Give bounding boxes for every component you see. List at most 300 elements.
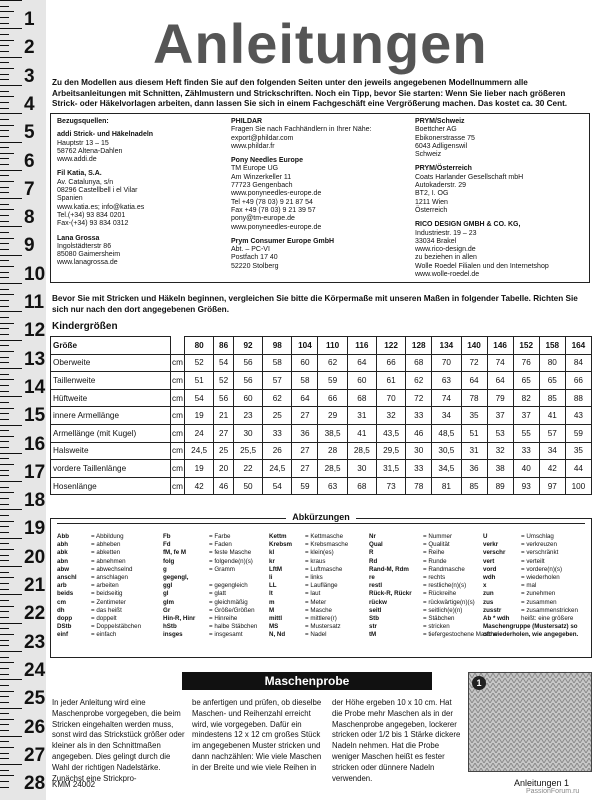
ruler-tick [0, 57, 22, 58]
ruler-tick [0, 572, 9, 573]
ruler-tick [0, 623, 22, 624]
abbreviation-key: beids [57, 590, 74, 598]
ruler-tick [0, 175, 9, 176]
ruler-tick [0, 470, 9, 471]
size-cell: 30 [347, 460, 376, 478]
abbreviation-key: insges [163, 631, 183, 639]
size-cell: 60 [233, 389, 262, 407]
ruler-tick [0, 158, 9, 159]
source-line: www.lanagrossa.de [57, 259, 118, 267]
abbreviation-key: oft wiederholen, wie angegeben. [483, 631, 579, 639]
ruler-tick [0, 600, 9, 601]
abbreviation-key: Rück-R, Rückr [369, 590, 412, 598]
size-cell: 38 [487, 460, 513, 478]
abbreviation-key: dh [57, 606, 65, 614]
ruler-tick [0, 566, 22, 567]
ruler-tick [0, 249, 9, 250]
ruler-tick [0, 91, 9, 92]
footer-watermark: PassionForum.ru [526, 788, 580, 795]
abbreviation-meaning: = klein(es) [305, 549, 334, 557]
ruler-number: 16 [24, 433, 46, 455]
source-line: 52220 Stolberg [231, 262, 279, 270]
abbreviation-item [483, 631, 578, 639]
ruler-tick [0, 108, 9, 109]
abbreviation-meaning: = verkreuzen [521, 541, 557, 549]
ruler-tick [0, 130, 9, 131]
ruler-number: 15 [24, 405, 46, 427]
source-line: 77723 Gengenbach [231, 182, 293, 190]
ruler-tick [0, 543, 9, 544]
source-line: www.phildar.fr [231, 142, 275, 150]
ruler-number: 19 [24, 518, 46, 540]
size-table-header-row [51, 337, 592, 355]
table-row [51, 389, 592, 407]
abbreviation-item [269, 549, 348, 557]
abbreviation-key: kl [269, 549, 275, 557]
size-cell: 32 [487, 442, 513, 460]
ruler-number: 1 [24, 9, 35, 30]
abbreviation-meaning: = Umschlag [521, 533, 554, 540]
size-cell: 50 [233, 477, 262, 495]
ruler-tick [0, 498, 9, 499]
source-name: PRYM/Österreich [415, 165, 472, 173]
ruler-tick [0, 764, 22, 765]
ruler-tick [0, 334, 9, 335]
abbreviation-meaning: = halbe Stäbchen [209, 623, 258, 631]
ruler-number: 18 [24, 490, 46, 512]
abbreviation-key: einf [57, 631, 69, 639]
maschenprobe-title: Maschenprobe [182, 672, 432, 690]
ruler-tick [0, 441, 9, 442]
ruler-tick [0, 787, 9, 788]
size-cell: 28,5 [318, 460, 347, 478]
source-line: Fax +49 (78 03) 9 21 39 57 [231, 206, 316, 214]
source-name: PRYM/Schweiz [415, 118, 465, 125]
abbreviation-meaning: = kraus [305, 557, 326, 565]
abbreviation-key: glm [163, 598, 175, 606]
size-cell: 79 [487, 389, 513, 407]
ruler-tick [0, 68, 14, 69]
ruler-tick [0, 419, 9, 420]
abbreviation-meaning: = verschränkt [521, 549, 559, 557]
abbreviation-meaning: = insgesamt [209, 631, 243, 639]
ruler-tick [0, 357, 9, 358]
ruler-tick [0, 685, 9, 686]
ruler-tick [0, 323, 14, 324]
abbreviation-key: rückw [369, 598, 387, 606]
size-cell: 36 [292, 424, 318, 442]
ruler-tick [0, 532, 9, 533]
ruler-tick [0, 136, 9, 137]
ruler-tick [0, 40, 14, 41]
ruler-tick [0, 198, 22, 199]
abbreviation-item [269, 631, 348, 639]
abbreviation-meaning: = zunehmen [521, 590, 556, 598]
ruler-tick [0, 402, 9, 403]
intro-text: Zu den Modellen aus diesem Heft finden Sie auf den folgenden Seiten unter den jeweils angegebenen Modellnummern alle Arbeitsanleitungen mit Schnitten, Zählmustern und Strickschriften. Noch ein Tipp, bevor Sie starten: Wenn Sie lieber nach größeren Strick- oder Häkelvorlagen arbeiten, dann lassen Sie sich in einem Fachgeschäft eine Vergrößerung machen. Das kostet ca. 30 Cent. [52, 78, 568, 108]
size-cell: 53 [487, 424, 513, 442]
abbreviation-meaning: = abketten [91, 549, 121, 557]
size-cell: 62 [406, 372, 432, 390]
ruler-tick [0, 436, 14, 437]
abbreviation-item [483, 574, 578, 582]
row-unit: cm [171, 460, 185, 478]
abbreviation-item [369, 599, 497, 607]
ruler-number: 21 [24, 575, 46, 596]
abbreviation-key: anschl [57, 573, 77, 581]
ruler-tick [0, 464, 14, 465]
ruler-tick [0, 775, 14, 776]
abbreviation-item [163, 607, 257, 615]
source-name: addi Strick- und Häkelnadeln [57, 131, 154, 139]
abbreviation-key: LL [269, 582, 277, 590]
table-row [51, 372, 592, 390]
abbreviation-item [57, 607, 141, 615]
source-line: zu beziehen in allen [415, 254, 477, 262]
size-cell: 34 [432, 407, 461, 425]
size-cell: 34,5 [432, 460, 461, 478]
size-cell: 27 [292, 407, 318, 425]
abbreviation-key: verkr [483, 541, 499, 549]
size-cell: 33 [513, 442, 539, 460]
source-line: 6043 Adligenswil [415, 142, 468, 150]
source-line: Spanien [57, 195, 83, 203]
source-line: Coats Harlander Gesellschaft mbH [415, 173, 524, 181]
abbreviation-meaning: = folgende(n)(s) [209, 557, 253, 565]
abbreviation-meaning: = Meter [305, 598, 327, 606]
source-line: Av. Catalunya, s/n [57, 178, 114, 186]
abbreviation-item [483, 549, 578, 557]
abbreviation-item [57, 533, 141, 541]
ruler-tick [0, 170, 22, 171]
abbreviation-key: gl [163, 590, 169, 598]
size-cell: 22 [233, 460, 262, 478]
source-line: Postfach 17 40 [231, 254, 278, 262]
abbreviation-key: wdh [483, 573, 496, 581]
source-name: Pony Needles Europe [231, 157, 303, 165]
table-row [51, 424, 592, 442]
row-label: Halsweite [51, 442, 171, 460]
ruler-tick [0, 317, 9, 318]
abbreviation-meaning: = Masche [305, 606, 332, 614]
abbreviation-meaning: = mittlere(r) [305, 614, 337, 622]
source-line: export@phildar.com [231, 134, 294, 142]
ruler-tick [0, 345, 9, 346]
abbreviation-item [369, 582, 497, 590]
abbreviation-item [163, 615, 257, 623]
sources-box [50, 113, 590, 283]
abbreviation-item [269, 599, 348, 607]
ruler-tick [0, 526, 9, 527]
row-label: Hüftweite [51, 389, 171, 407]
abbreviation-item [369, 566, 497, 574]
abbreviation-meaning: heißt: eine größere [521, 614, 574, 622]
table-row [51, 460, 592, 478]
abbreviation-item [369, 590, 497, 598]
ruler-tick [0, 606, 14, 607]
abbreviation-item [57, 623, 141, 631]
abbreviation-key: Stb [369, 614, 379, 622]
ruler-tick [0, 408, 14, 409]
size-cell: 55 [513, 424, 539, 442]
ruler-tick [0, 475, 9, 476]
abbreviation-meaning: = einfach [91, 631, 117, 639]
abbreviation-item [483, 558, 578, 566]
abbreviation-key: fM, fe M [163, 549, 187, 557]
size-cell: 44 [565, 460, 591, 478]
size-cell: 31 [347, 407, 376, 425]
source-line: Fax-(+34) 93 834 0312 [57, 220, 129, 228]
size-cell: 100 [565, 477, 591, 495]
source-line: 1211 Wien [415, 198, 448, 206]
ruler-tick [0, 396, 22, 397]
abbreviation-meaning: = seitlich(e)(n) [423, 606, 463, 614]
source-line: Tel +49 (78 03) 9 21 87 54 [231, 198, 313, 206]
abbreviation-meaning: = tiefergestochene Masche [423, 631, 498, 639]
ruler-tick [0, 215, 9, 216]
size-cell: 30 [406, 442, 432, 460]
ruler-tick [0, 747, 14, 748]
abbreviation-meaning: = Runde [423, 557, 447, 565]
abbreviation-item [483, 590, 578, 598]
abbreviation-key: li [269, 573, 273, 581]
ruler-number: 20 [24, 546, 46, 568]
size-cell: 74 [487, 354, 513, 372]
ruler-tick [0, 577, 14, 578]
row-label: Armellänge (mit Kugel) [51, 424, 171, 442]
ruler-tick [0, 74, 9, 75]
page-title: Anleitungen [153, 12, 488, 75]
ruler-tick [0, 430, 9, 431]
source-line: TM Europe UG [231, 165, 279, 173]
ruler-number: 9 [24, 235, 35, 257]
size-header-cell: 116 [347, 337, 376, 355]
size-cell: 36 [461, 460, 487, 478]
abbreviation-meaning: = links [305, 573, 323, 581]
abbreviation-item [269, 533, 348, 541]
ruler-tick [0, 628, 9, 629]
source-name: Fil Katia, S.A. [57, 170, 102, 178]
ruler-tick [0, 374, 9, 375]
abbreviation-key: Abb [57, 533, 70, 540]
abbreviation-meaning: = restliche(n)(s) [423, 582, 467, 590]
size-cell: 85 [461, 477, 487, 495]
ruler-tick [0, 758, 9, 759]
row-label: Oberweite [51, 354, 171, 372]
ruler-tick [0, 255, 22, 256]
abbreviation-key: zusstr [483, 606, 502, 614]
abbreviation-key: Krebsm [269, 541, 293, 549]
abbreviation-meaning: = Faden [209, 541, 232, 549]
abbreviation-item [369, 541, 497, 549]
source-line: BT2, I. OG [415, 190, 449, 198]
table-row [51, 407, 592, 425]
size-cell: 63 [318, 477, 347, 495]
size-header-cell: 104 [292, 337, 318, 355]
abbreviation-meaning: = beidseitig [91, 590, 123, 598]
abbreviation-item [163, 582, 257, 590]
abbreviation-item [269, 541, 348, 549]
source-name: PHILDAR [231, 118, 263, 125]
size-cell: 29,5 [376, 442, 405, 460]
size-cell: 41 [347, 424, 376, 442]
ruler-tick [0, 23, 9, 24]
size-cell: 70 [432, 354, 461, 372]
size-cell: 23 [233, 407, 262, 425]
source-line: Fragen Sie nach Fachhändlern in Ihrer Nähe: [231, 126, 372, 134]
abbreviation-item [369, 615, 497, 623]
size-cell: 64 [292, 389, 318, 407]
ruler-number: 12 [24, 320, 46, 342]
size-cell: 54 [263, 477, 292, 495]
size-cell: 27 [292, 460, 318, 478]
abbreviation-meaning: = anschlagen [91, 573, 128, 581]
size-cell: 24 [185, 424, 214, 442]
size-header-cell: 140 [461, 337, 487, 355]
size-cell: 81 [432, 477, 461, 495]
ruler-tick [0, 113, 22, 114]
ruler-tick [0, 328, 9, 329]
size-header-cell: 152 [513, 337, 539, 355]
size-cell: 20 [214, 460, 234, 478]
size-header-cell: 158 [539, 337, 565, 355]
knit-swatch-image [468, 672, 592, 772]
source-line: Am Winzerkeller 11 [231, 173, 292, 181]
size-cell: 25 [214, 442, 234, 460]
abbreviation-meaning: = doppelt [91, 614, 117, 622]
abbreviation-key: g [163, 565, 167, 573]
abbreviation-key: Ab * wdh [483, 614, 510, 622]
abbreviation-key: Kettm [269, 533, 287, 540]
size-cell: 46 [406, 424, 432, 442]
table-row [51, 477, 592, 495]
ruler-tick [0, 657, 9, 658]
abbreviation-column [57, 533, 141, 639]
ruler-tick [0, 781, 9, 782]
size-cell: 51 [461, 424, 487, 442]
abbreviation-key: restl [369, 582, 383, 590]
abbreviation-item [163, 558, 257, 566]
ruler-tick [0, 583, 9, 584]
abbreviation-key: R [369, 549, 374, 557]
source-line: 85080 Gaimersheim [57, 251, 121, 259]
footer-code: KMM 24002 [52, 780, 96, 789]
abbreviation-item [369, 533, 497, 541]
abbreviation-item [369, 607, 497, 615]
abbreviation-item [163, 574, 257, 582]
size-cell: 57 [263, 372, 292, 390]
ruler-tick [0, 702, 9, 703]
abbreviation-item [163, 566, 257, 574]
ruler-tick [0, 28, 22, 29]
abbreviation-key: tM [369, 631, 377, 639]
abbreviation-key: abk [57, 549, 68, 557]
size-cell: 61 [376, 372, 405, 390]
source-line: Ebikonerstrasse 75 [415, 134, 475, 142]
ruler-tick [0, 674, 9, 675]
ruler-tick [0, 708, 22, 709]
size-cell: 59 [318, 372, 347, 390]
abbreviation-item [57, 574, 141, 582]
ruler-number: 26 [24, 716, 46, 738]
ruler-number: 22 [24, 603, 46, 625]
size-cell: 19 [185, 460, 214, 478]
abbreviation-item [163, 599, 257, 607]
size-cell: 56 [214, 389, 234, 407]
size-table-intro: Bevor Sie mit Stricken und Häkeln beginnen, vergleichen Sie bitte die Körpermaße mit unseren Maßen in folgender Tabelle. Richten Sie sich nur nach den dort angegebenen Größen. [52, 294, 578, 314]
ruler-tick [0, 232, 9, 233]
swatch-badge: 1 [476, 678, 482, 688]
size-cell: 41 [539, 407, 565, 425]
size-cell: 62 [318, 354, 347, 372]
ruler-tick [0, 521, 14, 522]
size-cell: 66 [376, 354, 405, 372]
ruler-tick [0, 187, 9, 188]
size-cell: 80 [539, 354, 565, 372]
ruler-number: 23 [24, 631, 46, 653]
abbreviation-item [57, 558, 141, 566]
size-cell: 48,5 [432, 424, 461, 442]
ruler-number: 8 [24, 207, 35, 229]
ruler-tick [0, 277, 9, 278]
abbreviation-item [483, 599, 578, 607]
row-label: innere Armellänge [51, 407, 171, 425]
abbreviation-key: arb [57, 582, 67, 590]
abbreviation-meaning: = mal [521, 582, 537, 590]
source-line: www.wolle-roedel.de [415, 271, 480, 279]
size-cell: 25 [263, 407, 292, 425]
ruler-tick [0, 243, 9, 244]
ruler-tick [0, 391, 9, 392]
ruler-tick [0, 492, 14, 493]
abbreviation-key: Hin-R, Hinr [163, 614, 196, 622]
ruler-number: 3 [24, 65, 35, 87]
ruler-tick [0, 272, 9, 273]
source-line: Abt. – PC-VI [231, 246, 270, 254]
row-unit: cm [171, 354, 185, 372]
ruler-tick [0, 549, 14, 550]
size-cell: 35 [565, 442, 591, 460]
size-cell: 59 [292, 477, 318, 495]
size-cell: 26 [263, 442, 292, 460]
size-cell: 65 [539, 372, 565, 390]
size-cell: 51 [185, 372, 214, 390]
size-cell: 82 [513, 389, 539, 407]
ruler-tick [0, 79, 9, 80]
ruler-tick [0, 238, 14, 239]
abbreviation-key: hStb [163, 623, 177, 631]
abbreviation-meaning: = abheben [91, 541, 121, 549]
footer-page: Anleitungen 1 [514, 778, 570, 788]
abbreviation-meaning: = Stäbchen [423, 614, 455, 622]
size-cell: 52 [185, 354, 214, 372]
abbreviation-item [57, 582, 141, 590]
size-cell: 54 [185, 389, 214, 407]
ruler-tick [0, 594, 22, 595]
ruler-number: 10 [24, 263, 46, 285]
ruler-tick [0, 504, 9, 505]
size-cell: 27 [292, 442, 318, 460]
abbreviation-key: zun [483, 590, 494, 598]
abbreviation-meaning: = Reihe [423, 549, 445, 557]
abbreviation-item [57, 599, 141, 607]
abbreviation-meaning: = Nadel [305, 631, 327, 639]
abbreviation-meaning: = vordere(n)(s) [521, 565, 563, 573]
ruler-tick [0, 85, 22, 86]
size-header-cell: 80 [185, 337, 214, 355]
abbreviation-item [163, 541, 257, 549]
ruler-number: 14 [24, 376, 46, 398]
